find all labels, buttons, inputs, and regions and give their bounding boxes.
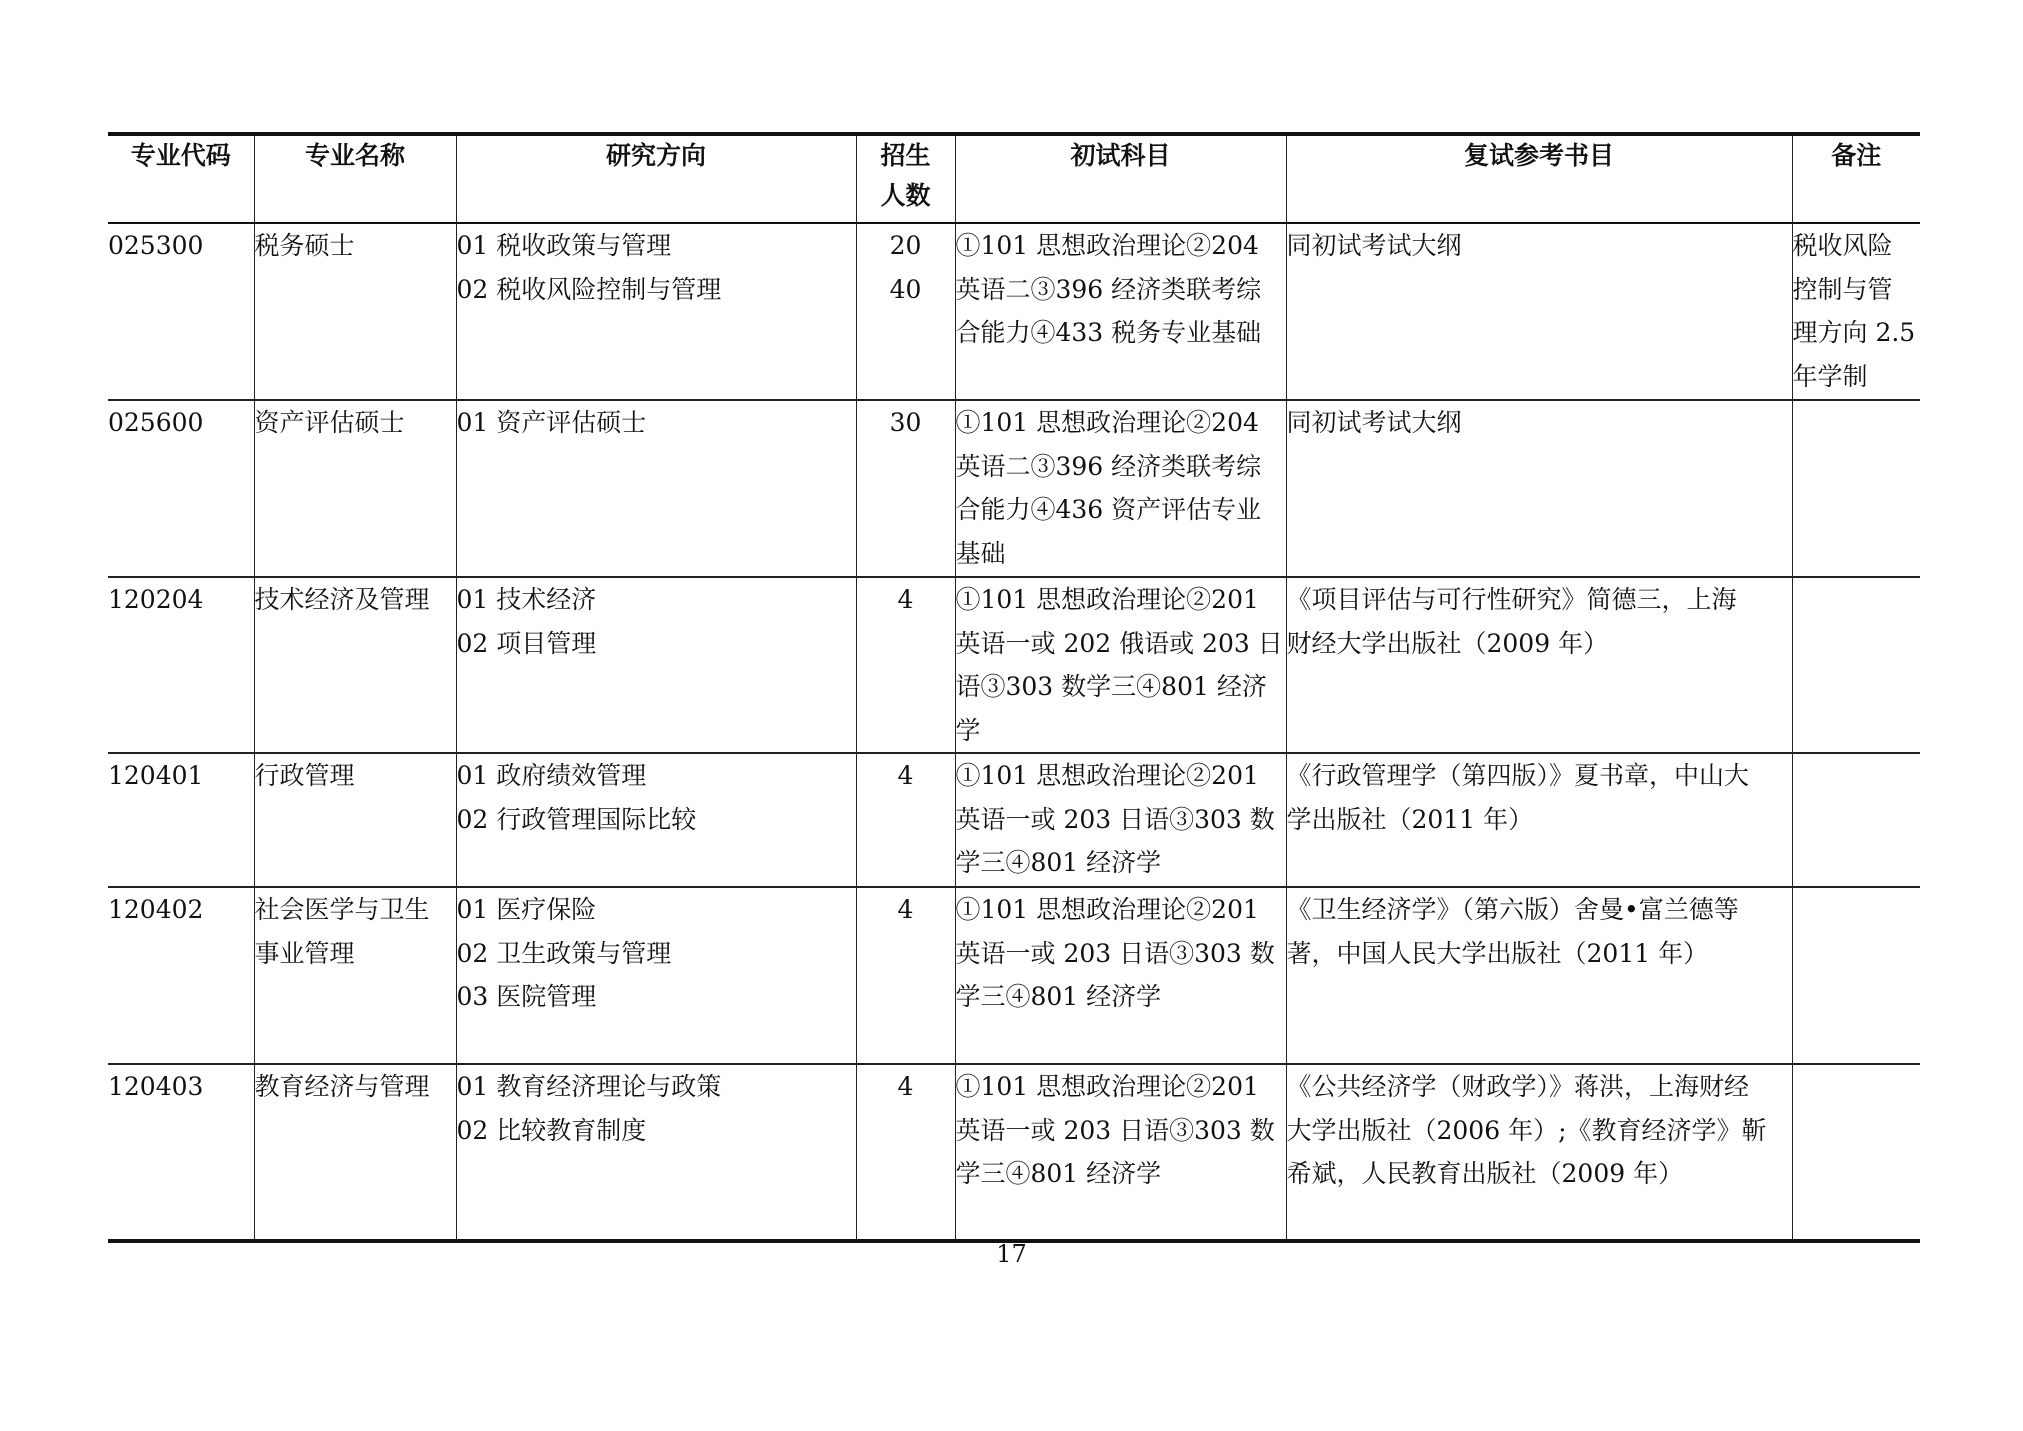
cell-name-line: 技术经济及管理 <box>254 585 430 614</box>
cell-count <box>856 753 955 887</box>
cell-directions <box>456 400 856 577</box>
book-line: 财经大学出版社（2009 年） <box>1286 628 1609 658</box>
document-page <box>108 132 1920 1243</box>
book-line: 学出版社（2011 年） <box>1286 804 1534 834</box>
cell-exam <box>955 887 1286 1064</box>
cell-books <box>1286 223 1792 400</box>
book-line: 《项目评估与可行性研究》简德三，上海 <box>1286 585 1737 614</box>
cell-count <box>856 887 955 1064</box>
book-line: 《行政管理学（第四版）》夏书章，中山大 <box>1286 761 1750 790</box>
cell-directions <box>456 1064 856 1241</box>
exam-line: 基础 <box>955 538 1006 568</box>
exam-line: ①101 思想政治理论②201 <box>955 1072 1259 1101</box>
direction-item: 02 税收风险控制与管理 <box>456 274 722 304</box>
cell-name <box>254 577 456 753</box>
book-line: 同初试考试大纲 <box>1286 231 1462 260</box>
direction-item: 01 政府绩效管理 <box>456 761 647 790</box>
exam-line: 英语一或 203 日语③303 数 <box>955 938 1275 968</box>
cell-code: 120401 <box>108 753 254 887</box>
cell-directions <box>456 577 856 753</box>
cell-books <box>1286 577 1792 753</box>
cell-name-line: 资产评估硕士 <box>254 408 405 437</box>
cell-name <box>254 753 456 887</box>
header-count-line: 招生 <box>880 141 931 170</box>
cell-books <box>1286 753 1792 887</box>
note-line: 控制与管 <box>1792 274 1893 304</box>
exam-line: 学三④801 经济学 <box>955 848 1162 877</box>
cell-notes <box>1792 223 1920 400</box>
header-directions: 研究方向 <box>456 134 856 223</box>
admissions-table <box>108 132 1920 1243</box>
header-exam: 初试科目 <box>955 134 1286 223</box>
direction-item: 01 资产评估硕士 <box>456 408 647 437</box>
table-row <box>108 887 1920 1064</box>
cell-exam <box>955 223 1286 400</box>
exam-line: 合能力④433 税务专业基础 <box>955 318 1262 347</box>
header-notes: 备注 <box>1792 134 1920 223</box>
direction-item: 01 医疗保险 <box>456 895 597 924</box>
cell-count <box>856 577 955 753</box>
direction-item: 02 卫生政策与管理 <box>456 938 672 968</box>
direction-item: 02 项目管理 <box>456 628 597 658</box>
exam-line: ①101 思想政治理论②201 <box>955 895 1259 924</box>
cell-notes <box>1792 400 1920 577</box>
cell-name <box>254 887 456 1064</box>
cell-exam <box>955 400 1286 577</box>
cell-name <box>254 1064 456 1241</box>
table-row <box>108 400 1920 577</box>
book-line: 同初试考试大纲 <box>1286 408 1462 437</box>
page-number: 17 <box>996 1240 1027 1268</box>
cell-code: 120403 <box>108 1064 254 1241</box>
table-body <box>108 223 1920 1241</box>
exam-line: 合能力④436 资产评估专业 <box>955 495 1262 524</box>
direction-item: 02 行政管理国际比较 <box>456 804 697 834</box>
table-header-row <box>108 134 1920 223</box>
cell-exam <box>955 1064 1286 1241</box>
cell-name-line: 行政管理 <box>254 761 355 790</box>
cell-directions <box>456 753 856 887</box>
cell-notes <box>1792 753 1920 887</box>
cell-name-line: 社会医学与卫生 <box>254 895 430 924</box>
direction-item: 01 教育经济理论与政策 <box>456 1072 722 1101</box>
cell-count <box>856 1064 955 1241</box>
exam-line: ①101 思想政治理论②204 <box>955 408 1259 437</box>
cell-directions <box>456 887 856 1064</box>
count-value: 4 <box>897 585 914 614</box>
header-name: 专业名称 <box>254 134 456 223</box>
note-line: 理方向 2.5 <box>1792 318 1916 347</box>
book-line: 《公共经济学（财政学）》蒋洪，上海财经 <box>1286 1072 1750 1101</box>
exam-line: 语③303 数学三④801 经济 <box>955 672 1267 701</box>
exam-line: 英语一或 202 俄语或 203 日 <box>955 628 1283 658</box>
exam-line: ①101 思想政治理论②201 <box>955 585 1259 614</box>
cell-directions <box>456 223 856 400</box>
cell-code: 120402 <box>108 887 254 1064</box>
direction-item: 02 比较教育制度 <box>456 1115 647 1145</box>
count-value: 30 <box>889 408 922 437</box>
count-value: 20 <box>889 231 922 260</box>
cell-name-line: 事业管理 <box>254 938 355 968</box>
cell-name-line: 税务硕士 <box>254 231 355 260</box>
count-value: 40 <box>889 274 922 304</box>
cell-notes <box>1792 1064 1920 1241</box>
direction-item: 01 技术经济 <box>456 585 597 614</box>
header-books: 复试参考书目 <box>1286 134 1792 223</box>
cell-name <box>254 223 456 400</box>
cell-notes <box>1792 577 1920 753</box>
header-count <box>856 134 955 223</box>
cell-books <box>1286 887 1792 1064</box>
exam-line: 英语一或 203 日语③303 数 <box>955 804 1275 834</box>
count-value: 4 <box>897 761 914 790</box>
exam-line: 英语一或 203 日语③303 数 <box>955 1115 1275 1145</box>
cell-name-line: 教育经济与管理 <box>254 1072 430 1101</box>
cell-code: 120204 <box>108 577 254 753</box>
cell-code: 025300 <box>108 223 254 400</box>
note-line: 税收风险 <box>1792 231 1893 260</box>
exam-line: 学 <box>955 715 981 745</box>
exam-line: ①101 思想政治理论②204 <box>955 231 1259 260</box>
cell-count <box>856 400 955 577</box>
note-line: 年学制 <box>1792 361 1868 391</box>
cell-books <box>1286 1064 1792 1241</box>
header-count-line: 人数 <box>880 181 931 210</box>
table-row <box>108 577 1920 753</box>
count-value: 4 <box>897 895 914 924</box>
table-row <box>108 1064 1920 1241</box>
cell-count <box>856 223 955 400</box>
book-line: 著，中国人民大学出版社（2011 年） <box>1286 938 1709 968</box>
exam-line: 学三④801 经济学 <box>955 982 1162 1011</box>
cell-books <box>1286 400 1792 577</box>
cell-exam <box>955 753 1286 887</box>
header-code: 专业代码 <box>108 134 254 223</box>
cell-exam <box>955 577 1286 753</box>
count-value: 4 <box>897 1072 914 1101</box>
direction-item: 01 税收政策与管理 <box>456 231 672 260</box>
direction-item: 03 医院管理 <box>456 982 597 1011</box>
cell-code: 025600 <box>108 400 254 577</box>
book-line: 希斌，人民教育出版社（2009 年） <box>1286 1159 1684 1188</box>
cell-name <box>254 400 456 577</box>
table-row <box>108 223 1920 400</box>
exam-line: ①101 思想政治理论②201 <box>955 761 1259 790</box>
cell-notes <box>1792 887 1920 1064</box>
book-line: 大学出版社（2006 年）;《教育经济学》靳 <box>1286 1115 1767 1145</box>
exam-line: 英语二③396 经济类联考综 <box>955 451 1262 481</box>
table-row <box>108 753 1920 887</box>
exam-line: 学三④801 经济学 <box>955 1159 1162 1188</box>
exam-line: 英语二③396 经济类联考综 <box>955 274 1262 304</box>
book-line: 《卫生经济学》（第六版）舍曼•富兰德等 <box>1286 895 1739 924</box>
